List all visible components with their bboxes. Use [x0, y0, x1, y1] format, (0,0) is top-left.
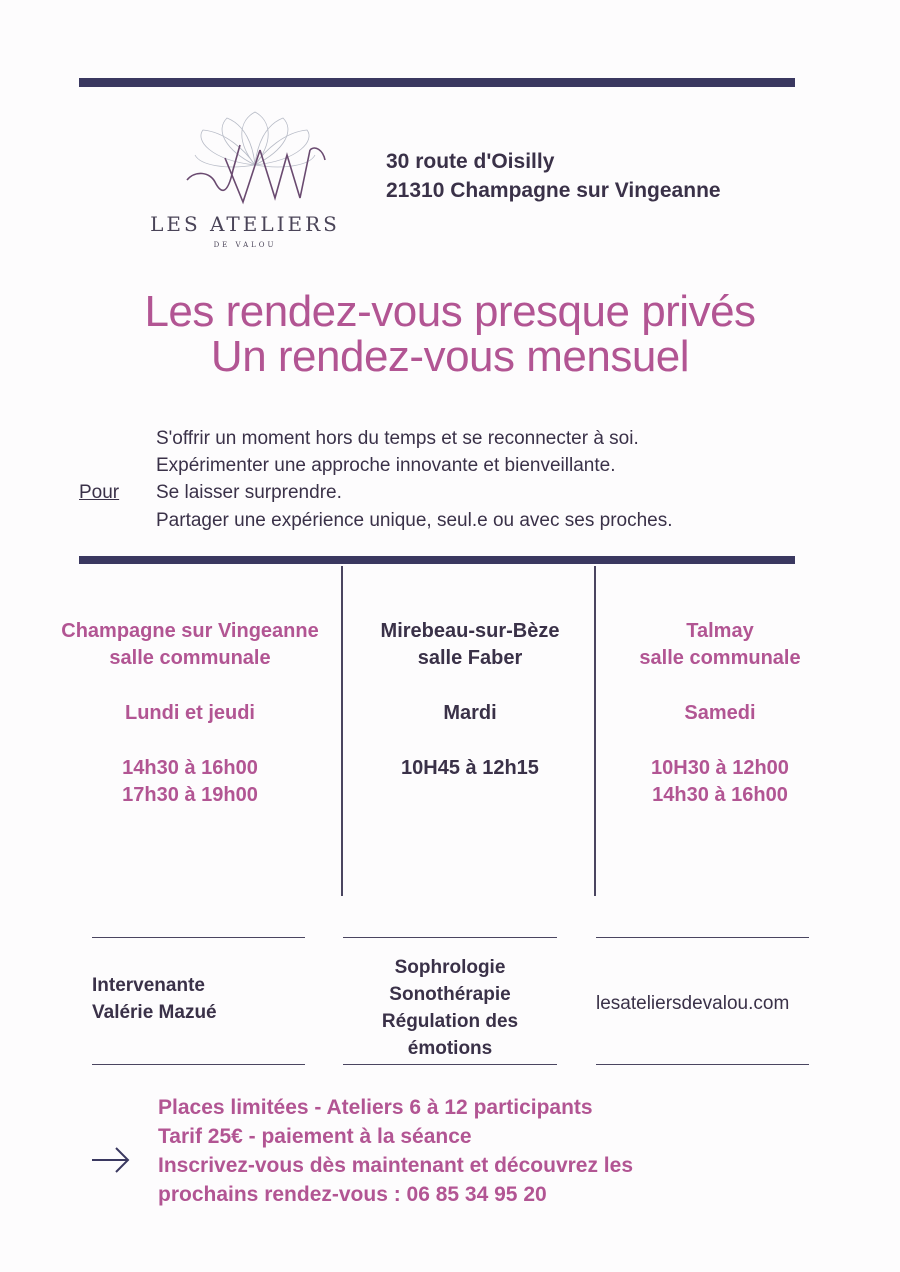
- logo-name: LES ATELIERS: [150, 212, 340, 236]
- location-time: 14h30 à 16h00: [122, 757, 258, 779]
- discipline: émotions: [407, 1038, 493, 1059]
- location-days: Samedi: [684, 702, 756, 724]
- footer-line: Places limitées - Ateliers 6 à 12 participants: [158, 1096, 593, 1119]
- discipline: Sophrologie: [394, 957, 506, 978]
- footer-line: Tarif 25€ - paiement à la séance: [158, 1125, 472, 1148]
- address-line-1: 30 route d'Oisilly: [386, 150, 555, 173]
- intro-label: Pour: [79, 482, 120, 503]
- location-time: 10H30 à 12h00: [651, 757, 789, 779]
- location-days: Lundi et jeudi: [125, 702, 255, 724]
- location-room: salle communale: [109, 647, 271, 669]
- location-column: [40, 618, 340, 809]
- location-place: Talmay: [686, 620, 754, 642]
- intro-item: S'offrir un moment hors du temps et se reconnecter à soi.: [156, 428, 639, 449]
- title-line-1: Les rendez-vous presque privés: [144, 287, 756, 336]
- speaker-label: Intervenante: [92, 975, 205, 996]
- separator: [92, 937, 305, 938]
- address-line-2: 21310 Champagne sur Vingeanne: [386, 179, 721, 202]
- separator: [343, 937, 557, 938]
- intro-item: Partager une expérience unique, seul.e ou avec ses proches.: [156, 510, 673, 531]
- discipline: Sonothérapie: [389, 984, 511, 1005]
- intro-item: Se laisser surprendre.: [156, 482, 342, 503]
- lotus-monogram-icon: [165, 110, 345, 210]
- location-time: 14h30 à 16h00: [652, 784, 788, 806]
- separator: [92, 1064, 305, 1065]
- footer-line: Inscrivez-vous dès maintenant et découvrez les: [158, 1154, 634, 1177]
- top-rule: [79, 78, 795, 87]
- logo-subname: DE VALOU: [213, 241, 277, 249]
- location-time: 10H45 à 12h15: [401, 757, 539, 779]
- location-room: salle communale: [639, 647, 801, 669]
- footer-line: prochains rendez-vous : 06 85 34 95 20: [158, 1183, 547, 1206]
- location-place: Champagne sur Vingeanne: [61, 620, 319, 642]
- section-rule: [79, 556, 795, 564]
- discipline: Régulation des: [381, 1011, 519, 1032]
- separator: [596, 937, 809, 938]
- location-days: Mardi: [443, 702, 497, 724]
- disciplines-block: [343, 954, 557, 1062]
- title-line-2: Un rendez-vous mensuel: [210, 332, 690, 381]
- location-time: 17h30 à 19h00: [122, 784, 258, 806]
- arrow-right-icon: [90, 1140, 134, 1180]
- speaker-block: [92, 972, 217, 1026]
- location-room: salle Faber: [417, 647, 523, 669]
- separator: [596, 1064, 809, 1065]
- separator: [343, 1064, 557, 1065]
- speaker-name: Valérie Mazué: [92, 1002, 217, 1023]
- intro-item: Expérimenter une approche innovante et bienveillante.: [156, 455, 616, 476]
- location-column: [570, 618, 870, 809]
- logo: [145, 100, 365, 260]
- website: [596, 990, 789, 1017]
- location-place: Mirebeau-sur-Bèze: [380, 620, 560, 642]
- website-text: lesateliersdevalou.com: [596, 993, 790, 1014]
